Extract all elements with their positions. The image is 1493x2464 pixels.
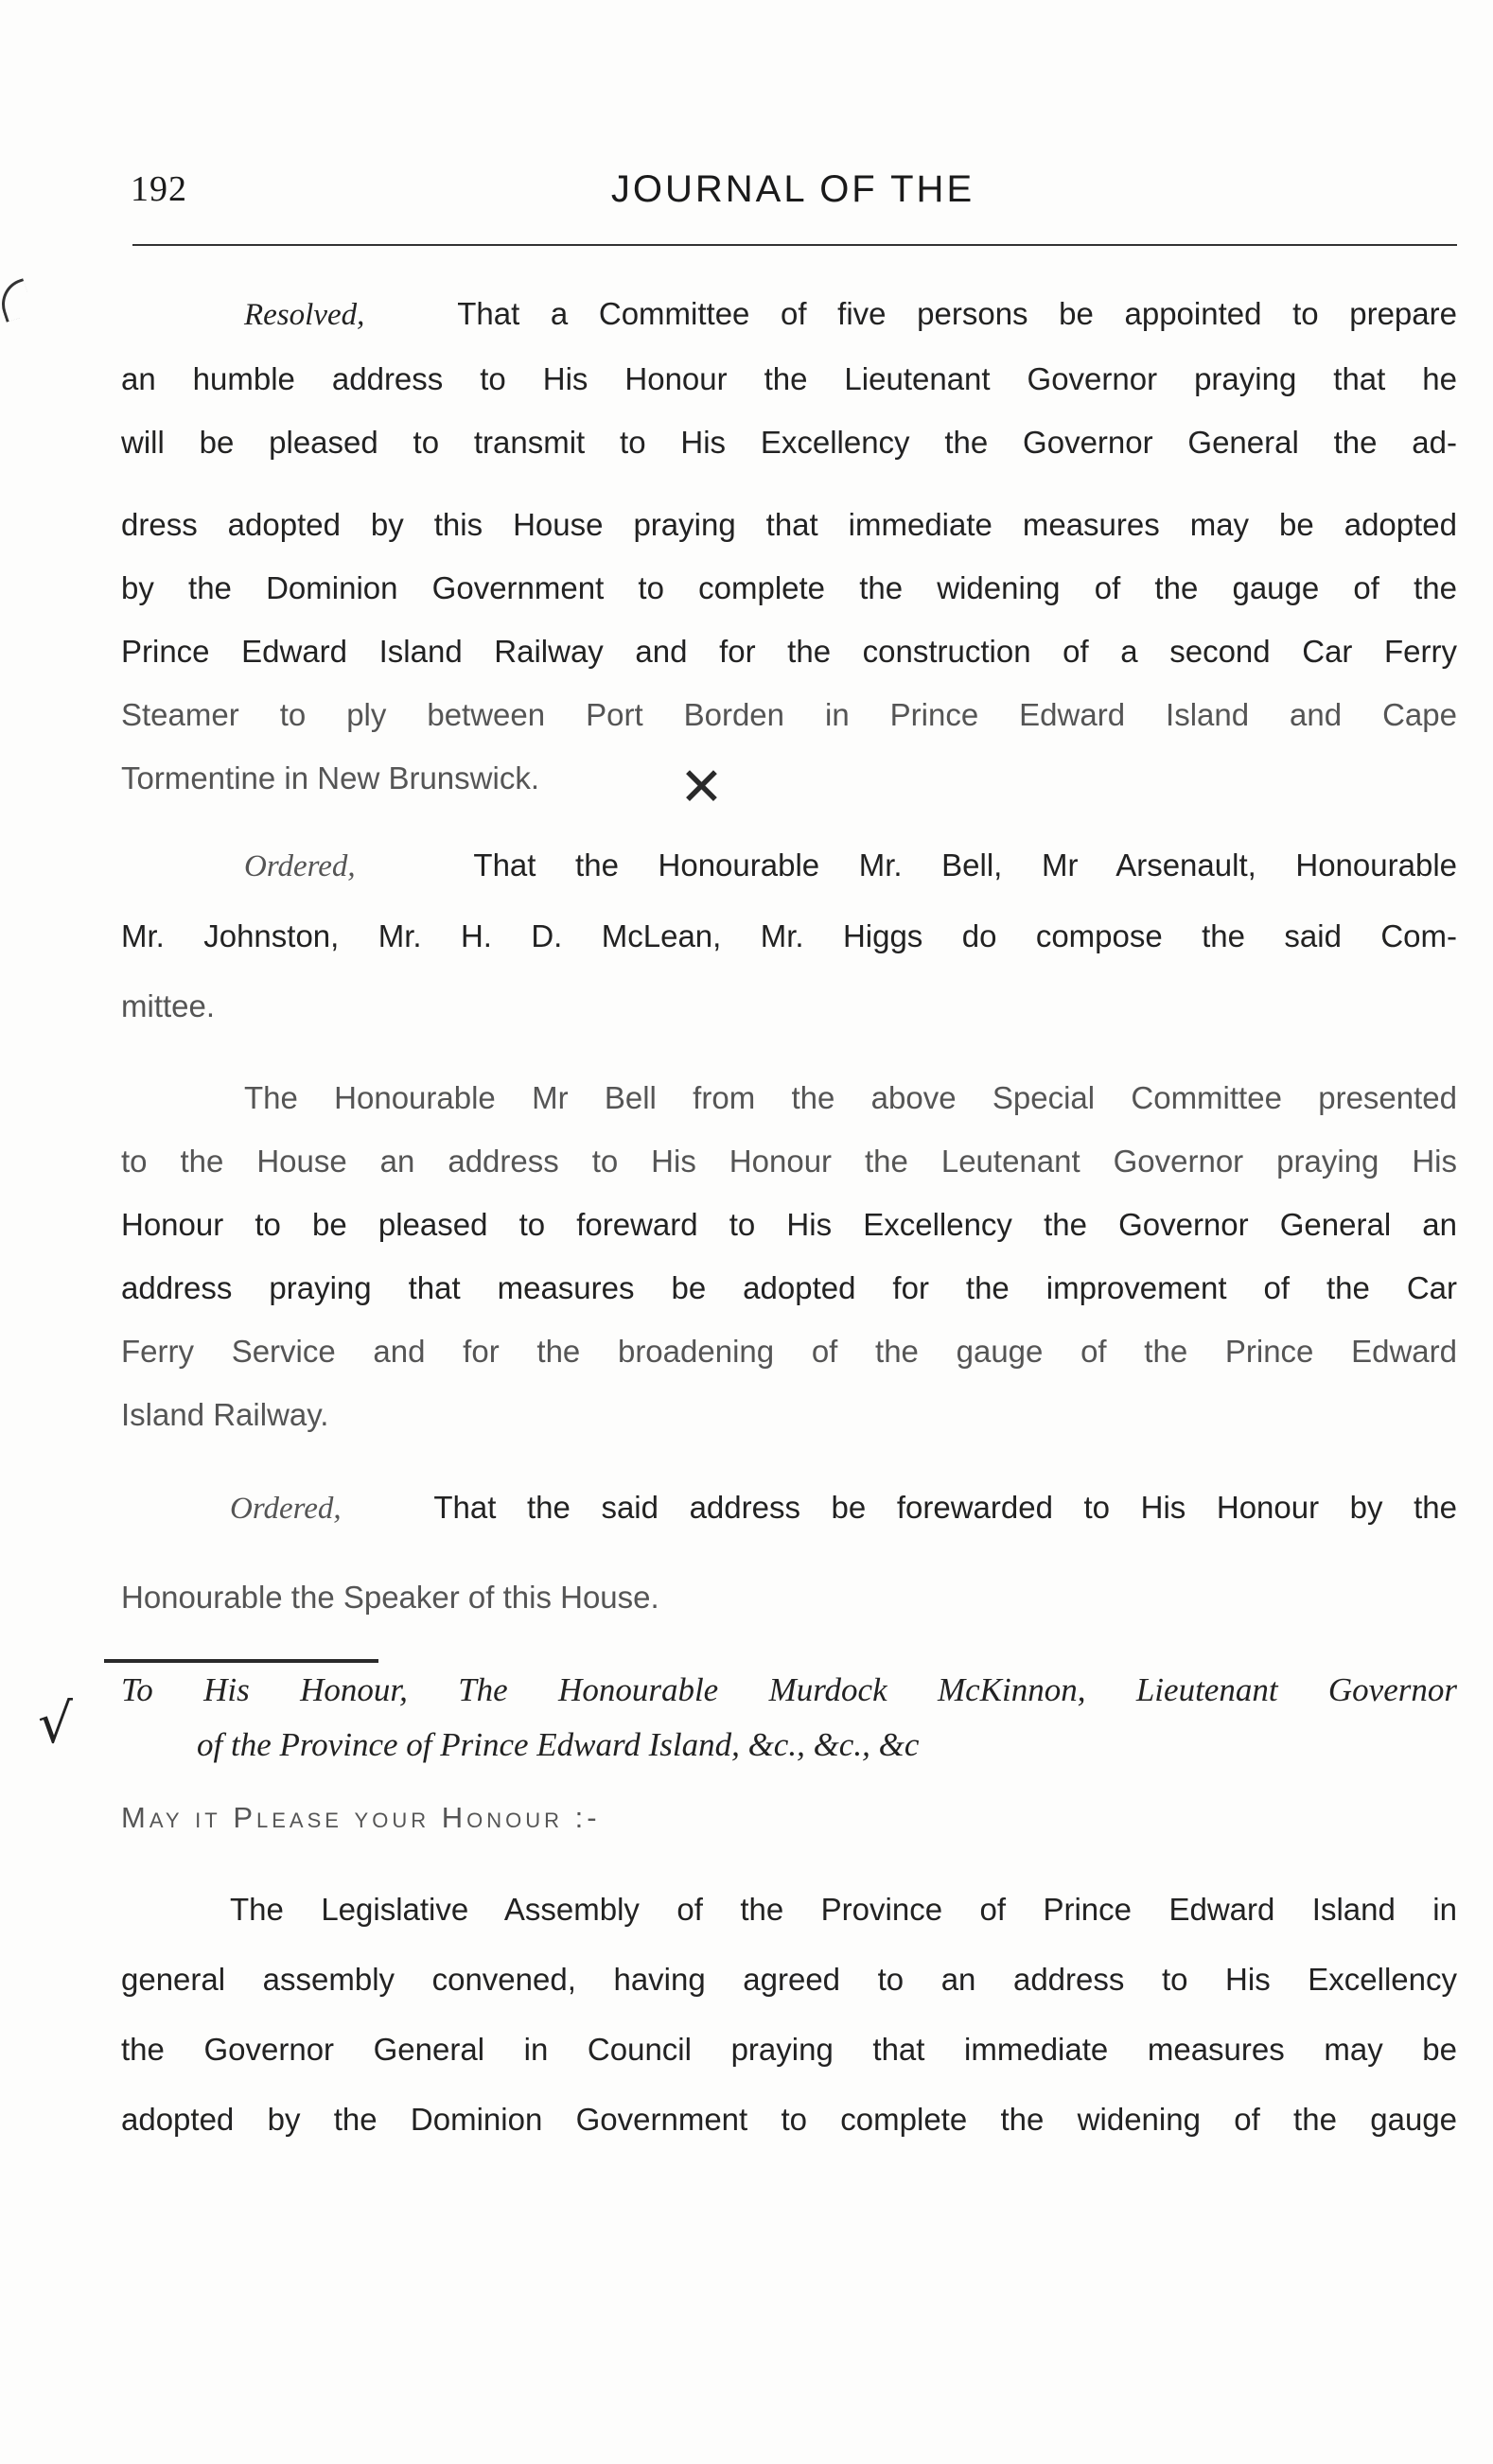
- salutation: May it Please your Honour :-: [121, 1801, 601, 1834]
- resolved-line-7: Steamer to ply between Port Borden in Prince Edward Island and Cape: [121, 697, 1457, 732]
- ordered-line-2: Mr. Johnston, Mr. H. D. McLean, Mr. Higgs do compose the said Com-: [121, 918, 1457, 953]
- bell-line-5: Ferry Service and for the broadening of the gauge of the Prince Edward: [121, 1334, 1457, 1369]
- assembly-paragraph: [121, 1875, 1457, 2155]
- resolved-line-1: That a Committee of five persons be appointed to prepare: [457, 296, 1457, 331]
- header-rule: [132, 244, 1457, 246]
- handwritten-x-mark: ✕: [679, 757, 724, 818]
- journal-body: [121, 282, 1457, 2155]
- resolved-lead: Resolved,: [244, 298, 365, 332]
- running-head: JOURNAL OF THE: [610, 168, 975, 210]
- resolved-line-4: dress adopted by this House praying that immediate measures may be adopted: [121, 507, 1457, 542]
- ordered-forward-paragraph: [121, 1463, 1457, 1642]
- handwritten-check-mark: √: [38, 1691, 73, 1756]
- bell-line-2: to the House an address to His Honour the Leutenant Governor praying His: [121, 1144, 1457, 1179]
- resolved-line-6: Prince Edward Island Railway and for the construction of a second Car Ferry: [121, 634, 1457, 669]
- resolved-line-8: Tormentine in New Brunswick.: [121, 760, 539, 795]
- forward-line-1: That the said address be forewarded to His Honour by the: [433, 1490, 1457, 1525]
- bell-report-paragraph: [121, 1066, 1457, 1446]
- bell-line-4: address praying that measures be adopted for the improvement of the Car: [121, 1270, 1457, 1305]
- page-number: 192: [131, 169, 187, 209]
- bell-line-6: Island Railway.: [121, 1397, 329, 1432]
- bell-line-3: Honour to be pleased to foreward to His Excellency the Governor General an: [121, 1207, 1457, 1242]
- forward-line-2: Honourable the Speaker of this House.: [121, 1580, 659, 1615]
- resolved-paragraph: [121, 282, 1457, 810]
- resolved-line-3: will be pleased to transmit to His Excellency the Governor General the ad-: [121, 425, 1457, 460]
- margin-pencil-mark: [0, 278, 34, 323]
- ordered-line-3: mittee.: [121, 988, 216, 1023]
- assembly-line-2: general assembly convened, having agreed to an address to His Excellency: [121, 1962, 1457, 1997]
- ordered-lead-1: Ordered,: [244, 849, 356, 883]
- ordered-lead-2: Ordered,: [230, 1492, 342, 1526]
- handwritten-underline: [104, 1659, 378, 1663]
- ordered-line-1: That the Honourable Mr. Bell, Mr Arsenault, Honourable: [473, 848, 1458, 882]
- bell-line-1: The Honourable Mr Bell from the above Special Committee presented: [244, 1080, 1457, 1115]
- assembly-line-4: adopted by the Dominion Government to complete the widening of the gauge: [121, 2102, 1457, 2137]
- assembly-line-1: The Legislative Assembly of the Province of Prince Edward Island in: [230, 1892, 1457, 1927]
- resolved-line-2: an humble address to His Honour the Lieutenant Governor praying that he: [121, 361, 1457, 396]
- ordered-committee-paragraph: [121, 830, 1457, 1041]
- address-line-1: To His Honour, The Honourable Murdock McKinnon, Lieutenant Governor: [121, 1671, 1457, 1708]
- page-header: [131, 168, 1455, 225]
- resolved-line-5: by the Dominion Government to complete the widening of the gauge of the: [121, 570, 1457, 605]
- address-line-2: of the Province of Prince Edward Island, &c., &c., &c: [197, 1726, 920, 1763]
- address-heading: [121, 1663, 1457, 1773]
- assembly-line-3: the Governor General in Council praying that immediate measures may be: [121, 2032, 1457, 2067]
